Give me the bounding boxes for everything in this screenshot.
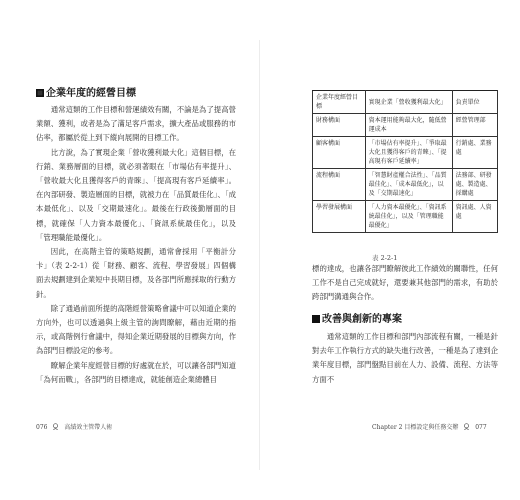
table-cell: 「人力資本最優化」、「資訊系統最佳化」，以及「管理職能最優化」 [365,201,452,233]
black-square-icon [312,315,320,323]
table-row [313,137,498,169]
table-header-row [313,91,498,114]
book-title: 高績效主管帶人術 [64,424,113,431]
table-cell: 「智慧財產權合法性」、「品質最佳化」、「成本最低化」，以及「交期最速化」 [365,169,452,201]
table-cell: 資訊處、人資處 [452,201,497,233]
table-header-cell: 負責單位 [452,91,497,114]
body-text [36,103,236,387]
person-head-icon [463,423,470,430]
paragraph: 比方說，為了實現企業「營收獲利最大化」這個目標，在行銷、業務層面的目標，就必須著眼在「市場佔有率提升」、「營收最大化且獲得客戶的青睞」、「提高現有客戶延續率」。在內部研發、製造層面的目標，就被力在「品質最佳化」、「成本最低化」、以及「交期最速化」。最後在行政後勤層面的目標，就確保「人力資本最優化」、「資訊系統最佳化」，以及「管理職能最優化」。 [36,147,236,242]
section-heading-annual-goals [36,88,136,100]
black-square-icon [36,89,44,97]
paragraph: 因此，在高階主管的策略規劃，通常會採用「平衡計分卡」（表 2-2-1）從「財務、顧客、流程、學習發展」四個構面去規劃建到企業短中長期目標，及各部門所應採取的行動方針。 [36,247,236,299]
paragraph: 標的達成，也讓各部門瞭解彼此工作績效的關聯性，任何工作不是自己完成就好，還要兼其他部門的需求，有助於跨部門溝通與合作。 [312,264,498,302]
table-cell: 經營管理部 [452,114,497,137]
heading-text: 企業年度的經營目標 [46,88,136,99]
table-caption: 表 2-2-1 [372,254,398,262]
paragraph: 通常這類的工作目標和部門內部流程有關，一種是針對去年工作執行方式的缺失進行改善，一種是為了達到企業年度目標，部門盤點目前在人力、設備、流程、方法等方面不 [312,332,498,384]
table-cell: 顧客構面 [313,137,366,169]
left-footer [36,422,112,431]
table-header-cell: 企業年度經營目標 [313,91,366,114]
body-text [312,262,498,305]
goals-table [312,90,498,233]
table-cell: 行銷處、業務處 [452,137,497,169]
table-row [313,114,498,137]
page-number: 076 [36,424,48,431]
paragraph: 除了通過前面所提的高階經營策略會議中可以知道企業的方向外，也可以透過與上級主管的詢問瞭解，藉由近期的指示，或高階例行會議中，得知企業近期發展的目標與方向，作為部門目標設定的參考。 [36,303,236,356]
chapter-title: Chapter 2 目標設定與任務交辦 [372,424,459,431]
body-text [312,330,498,387]
table-cell: 財務構面 [313,114,366,137]
right-footer [372,422,487,431]
table-cell: 「市場佔有率提升」、「爭取最大化且獲得客戶的青睞」、「提高現有客戶延續率」 [365,137,452,169]
paragraph: 瞭解企業年度經營目標的好處就在於，可以讓各部門知道「為何而戰」，各部門的目標達成，就能創造企業總體目 [36,360,236,384]
person-head-icon [52,423,59,430]
heading-text: 改善與創新的專案 [322,314,402,325]
page-number: 077 [475,424,487,431]
table-cell: 資本運用能夠最大化，隨低營運成本 [365,114,452,137]
table-header-cell: 實現企業「營收獲利最大化」 [365,91,452,114]
section-heading-improvement [312,314,402,326]
table-row [313,201,498,233]
table-cell: 學習發展構面 [313,201,366,233]
paragraph: 通常這類的工作目標和營運績效有關，不論是為了提高營業額、獲利，或者是為了滿足客戶需求，擴大產品或服務的市佔率，都屬於從上到下縱向展開的目標工作。 [36,105,236,143]
table-cell: 流程構面 [313,169,366,201]
table-row [313,169,498,201]
table-cell: 法務部、研發處、製造處、採購處 [452,169,497,201]
